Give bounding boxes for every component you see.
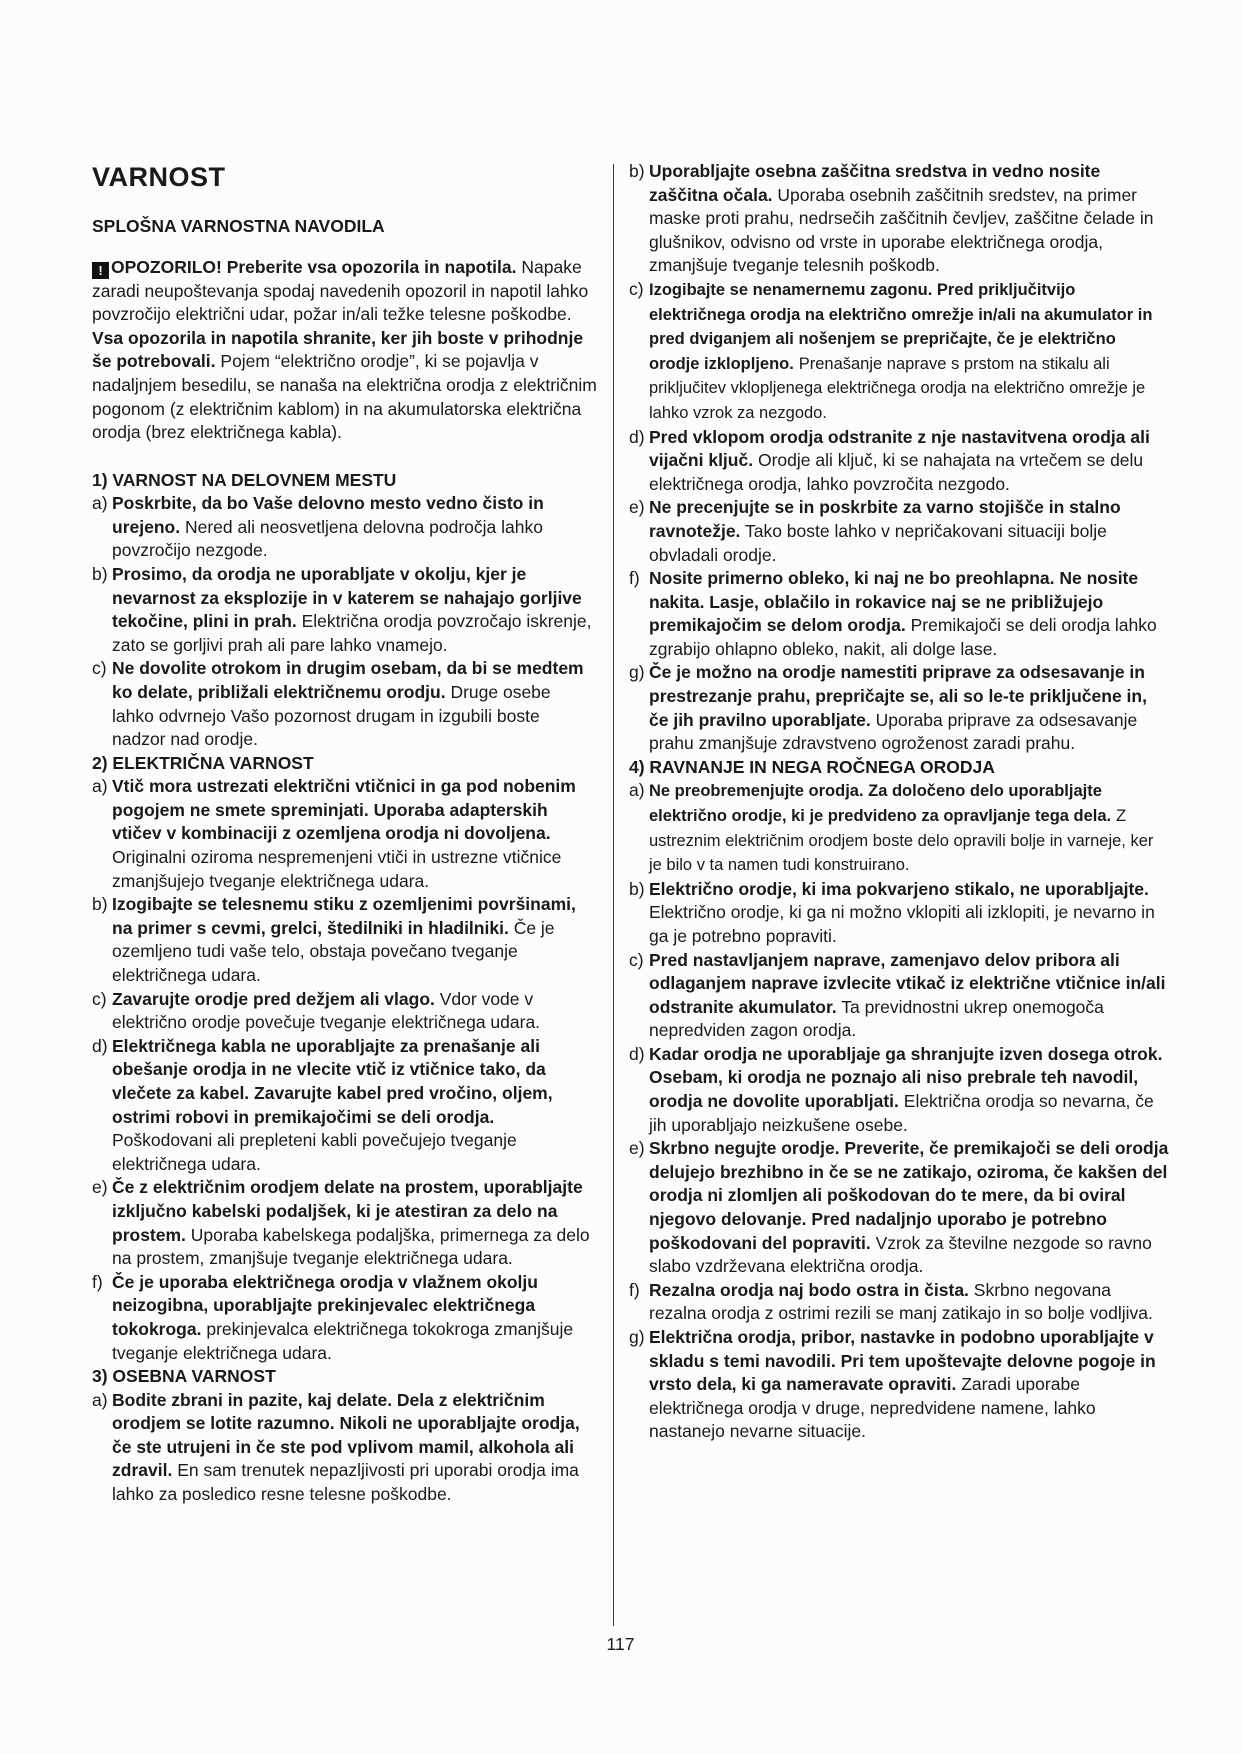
right-column xyxy=(629,160,1169,1444)
warning-text-1: Napake zaradi neupoštevanja spodaj navedenih opozoril in napotil lahko povzročijo električni udar, požar in/ali težke telesne poškodbe. xyxy=(92,257,589,325)
left-column xyxy=(92,160,597,1507)
list-item: a) Bodite zbrani in pazite, kaj delate. Dela z električnim orodjem se lotite razumno. Nikoli ne uporabljajte orodja, če ste utrujeni in če ste pod vplivom mamil, alkohola ali zdravil. En sam trenutek nepazljivosti pri uporabi orodja ima lahko za posledico resne telesne poškodbe. xyxy=(92,1389,580,1504)
page-number: 117 xyxy=(606,1634,635,1654)
list-item: c) Zavarujte orodje pred dežjem ali vlago. Vdor vode v električno orodje povečuje tveganje električnega udara. xyxy=(92,988,541,1033)
list-item: b) Električno orodje, ki ima pokvarjeno stikalo, ne uporabljajte. Električno orodje, ki ga ni možno vklopiti ali izklopiti, je nevarno in ga je potrebno popraviti. xyxy=(629,878,1155,946)
warning-triangle-icon: ! xyxy=(92,262,109,279)
list-item: g) Če je možno na orodje namestiti priprave za odsesavanje in prestrezanje prahu, prepričajte se, ali so le-te priključene in, če jih pravilno uporabljate. Uporaba priprave za odsesavanje prahu zmanjšuje zdravstveno ogroženost zaradi prahu. xyxy=(629,662,1147,754)
list-item: c) Ne dovolite otrokom in drugim osebam, da bi se medtem ko delate, približali električnemu orodju. Druge osebe lahko odvrnejo Vašo pozornost drugam in izgubili boste nadzor nad orodje. xyxy=(92,658,584,750)
general-warning xyxy=(92,256,597,445)
list-item: e) Če z električnim orodjem delate na prostem, uporabljajte izključno kabelski podaljšek, ki je atestiran za delo na prostem. Uporaba kabelskega podaljška, primernega za delo na prostem, zmanjšuje tveganje električnega udara. xyxy=(92,1177,590,1269)
column-divider xyxy=(613,164,614,1626)
list-item: a) Poskrbite, da bo Vaše delovno mesto vedno čisto in urejeno. Nered ali neosvetljena delovna področja lahko povzročijo nezgode. xyxy=(92,493,544,561)
list-item: b) Izogibajte se telesnemu stiku z ozemljenimi površinami, na primer s cevmi, grelci, štedilniki in hladilniki. Če je ozemljeno tudi vaše telo, obstaja povečano tveganje električnega udara. xyxy=(92,894,576,986)
list-item: f) Rezalna orodja naj bodo ostra in čista. Skrbno negovana rezalna orodja z ostrimi rezili se manj zatikajo in so bolje vodljiva. xyxy=(629,1279,1153,1324)
warning-text-2: Pojem “električno orodje”, ki se pojavlja v nadaljnjem besedilu, se nanaša na električna orodja z električnim pogonom (z električnim kablom) in na akumulatorska električna orodja (brez električnega kabla). xyxy=(92,351,597,443)
list-item: e) Ne precenjujte se in poskrbite za varno stojišče in stalno ravnotežje. Tako boste lahko v nepričakovani situaciji bolje obvladali orodje. xyxy=(629,497,1121,565)
list-item: a) Ne preobremenjujte orodja. Za določeno delo uporabljajte električno orodje, ki je predvideno za opravljanje tega dela. Z ustreznim električnim orodjem boste delo opravili bolje in varneje, ker je bilo v ta namen tudi konstruirano. xyxy=(629,780,1154,875)
list-item: a) Vtič mora ustrezati električni vtičnici in ga pod nobenim pogojem ne smete spreminjati. Uporaba adapterskih vtičev v kombinaciji z ozemljena orodja ni dovoljena. Originalni oziroma nespremenjeni vtiči in ustrezne vtičnice zmanjšujejo tveganje električnega udara. xyxy=(92,776,576,891)
list-item: f) Če je uporaba električnega orodja v vlažnem okolju neizogibna, uporabljajte prekinjevalec električnega tokokroga. prekinjevalca električnega tokokroga zmanjšuje tveganje električnega udara. xyxy=(92,1271,574,1363)
section-heading-personal-safety: 3) OSEBNA VARNOST xyxy=(92,1366,276,1387)
page-title: VARNOST xyxy=(92,162,226,192)
warning-bold-1: OPOZORILO! Preberite vsa opozorila in napotila. xyxy=(111,257,517,277)
section-heading-tool-care: 4) RAVNANJE IN NEGA ROČNEGA ORODJA xyxy=(629,756,995,777)
page-subtitle: SPLOŠNA VARNOSTNA NAVODILA xyxy=(92,216,385,236)
list-item: d) Pred vklopom orodja odstranite z nje nastavitvena orodja ali vijačni ključ. Orodje ali ključ, ki se nahajata na vrtečem se delu električnega orodja, lahko povzročita nezgodo. xyxy=(629,426,1150,494)
list-item: b) Uporabljajte osebna zaščitna sredstva in vedno nosite zaščitna očala. Uporaba osebnih zaščitnih sredstev, na primer maske proti prahu, nedrsečih zaščitnih čevljev, zaščitne čelade in glušnikov, odvisno od vrste in uporabe električnega orodja, zmanjšuje tveganje telesnih poškodb. xyxy=(629,161,1154,276)
list-item: f) Nosite primerno obleko, ki naj ne bo preohlapna. Ne nosite nakita. Lasje, oblačilo in rokavice naj se ne približujejo premikajočim se delom orodja. Premikajoči se deli orodja lahko zgrabijo ohlapno obleko, nakit, ali dolge lase. xyxy=(629,568,1157,659)
list-item: c) Izogibajte se nenamernemu zagonu. Pred priključitvijo električnega orodja na električno omrežje in/ali na akumulator in pred dviganjem ali nošenjem se prepričajte, če je električno orodje izklopljeno. Prenašanje naprave s prstom na stikalu ali priključitev vklopljenega električnega orodja na električno omrežje je lahko vzrok za nezgodo. xyxy=(629,278,1153,422)
warning-bold-2: Vsa opozorila in napotila shranite, ker jih boste v prihodnje še potrebovali. xyxy=(92,327,584,372)
list-item: d) Električnega kabla ne uporabljajte za prenašanje ali obešanje orodja in ne vlecite vtič iz vtičnice tako, da vlečete za kabel. Zavarujte kabel pred vročino, oljem, ostrimi robovi in premikajočimi se deli orodja. Poškodovani ali prepleteni kabli povečujejo tveganje električnega udara. xyxy=(92,1035,553,1174)
section-heading-work-area: 1) VARNOST NA DELOVNEM MESTU xyxy=(92,469,397,490)
list-item: d) Kadar orodja ne uporabljaje ga shranjujte izven dosega otrok. Osebam, ki orodja ne poznajo ali niso prebrale teh navodil, orodja ne dovolite uporabljati. Električna orodja so nevarna, če jih uporabljajo neizkušene osebe. xyxy=(629,1043,1163,1135)
list-item: b) Prosimo, da orodja ne uporabljate v okolju, kjer je nevarnost za eksplozije in v katerem se nahajajo gorljive tekočine, plini in prah. Električna orodja povzročajo iskrenje, zato se gorljivi prah ali pare lahko vnamejo. xyxy=(92,564,592,655)
list-item: c) Pred nastavljanjem naprave, zamenjavo delov pribora ali odlaganjem naprave izvlecite vtikač iz električne vtičnice in/ali odstranite akumulator. Ta previdnostni ukrep onemogoča nepredviden zagon orodja. xyxy=(629,949,1166,1041)
section-heading-electrical-safety: 2) ELEKTRIČNA VARNOST xyxy=(92,752,314,773)
list-item: e) Skrbno negujte orodje. Preverite, če premikajoči se deli orodja delujejo brezhibno in če se ne zatikajo, oziroma, če kakšen del orodja ni zlomljen ali poškodovan do te mere, da bi oviral njegovo delovanje. Pred nadaljnjo uporabo je potrebno poškodovani del popraviti. Vzrok za številne nezgode so ravno slabo vzdrževana električna orodja. xyxy=(629,1138,1169,1277)
list-item: g) Električna orodja, pribor, nastavke in podobno uporabljajte v skladu s temi navodili. Pri tem upoštevajte delovne pogoje in vrsto dela, ki ga nameravate opraviti. Zaradi uporabe električnega orodja v druge, nepredvidene namene, lahko nastanejo nevarne situacije. xyxy=(629,1327,1156,1442)
